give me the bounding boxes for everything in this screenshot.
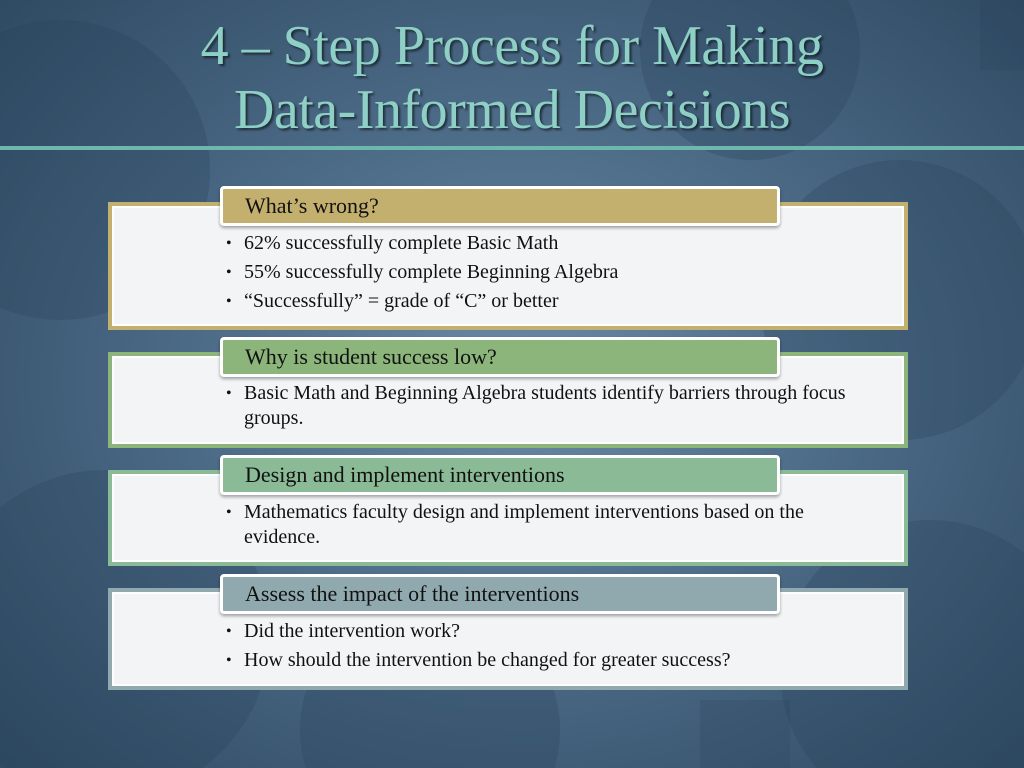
list-item: • Did the intervention work? <box>224 617 864 646</box>
step-3-bullet-list <box>224 500 864 550</box>
step-1-bullet-list <box>224 229 864 316</box>
step-2-heading: Why is student success low? <box>220 337 780 377</box>
decorative-square <box>700 700 790 768</box>
list-item: • 62% successfully complete Basic Math <box>224 229 864 258</box>
step-1-heading: What’s wrong? <box>220 186 780 226</box>
step-3-heading: Design and implement interventions <box>220 455 780 495</box>
list-item: • Basic Math and Beginning Algebra students identify barriers through focus groups. <box>224 381 864 431</box>
title-line-2: Data-Informed Decisions <box>233 79 791 141</box>
step-2-bullet-list <box>224 381 864 431</box>
title-line-1: 4 – Step Process for Making <box>200 15 824 77</box>
list-item: • How should the intervention be changed for greater success? <box>224 646 864 675</box>
list-item: • “Successfully” = grade of “C” or better <box>224 287 864 316</box>
step-4-bullet-list <box>224 617 864 675</box>
title-underline <box>0 146 1024 150</box>
step-4-heading: Assess the impact of the interventions <box>220 574 780 614</box>
list-item: • 55% successfully complete Beginning Algebra <box>224 258 864 287</box>
slide-title <box>0 14 1024 142</box>
list-item: • Mathematics faculty design and implement interventions based on the evidence. <box>224 500 864 550</box>
